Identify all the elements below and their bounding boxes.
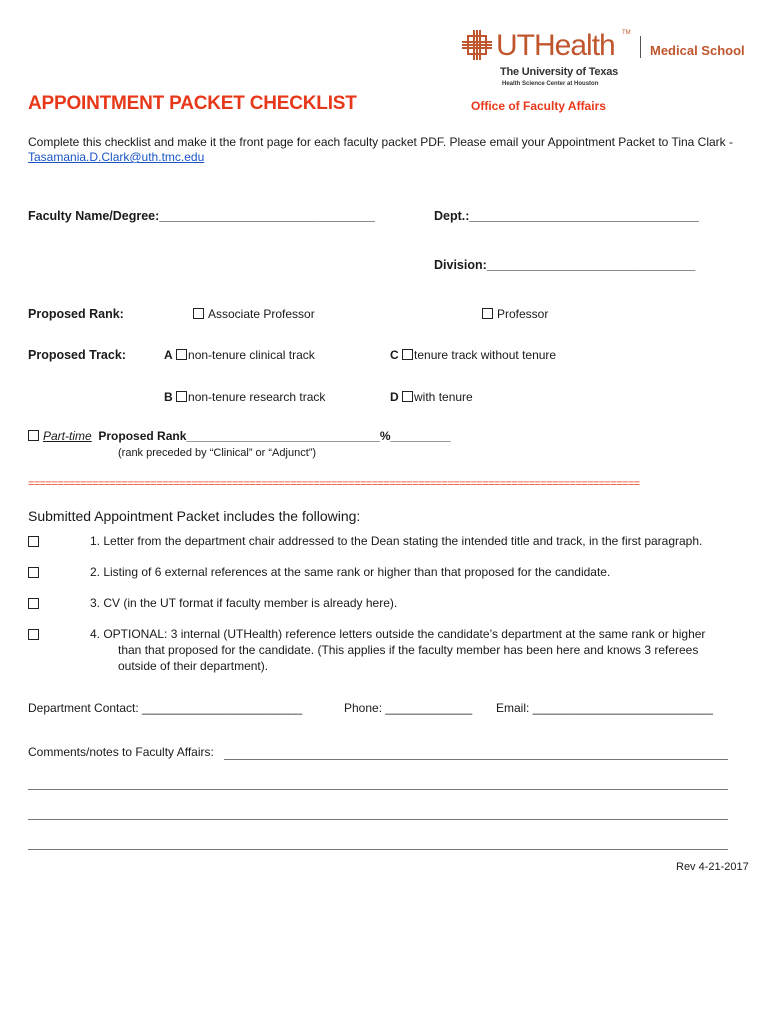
- logo-divider: [640, 36, 641, 58]
- associate-professor-label: Associate Professor: [208, 307, 315, 321]
- track-a-checkbox[interactable]: [176, 349, 187, 360]
- item-4: 4. OPTIONAL: 3 internal (UTHealth) reference letters outside the candidate’s department at the same rank or higher: [90, 627, 706, 641]
- phone-field[interactable]: Phone: _____________: [344, 701, 473, 715]
- rank-option-professor[interactable]: [482, 307, 548, 321]
- department-contact-field[interactable]: Department Contact: ________________________: [28, 701, 303, 715]
- division-field[interactable]: Division:______________________________: [434, 258, 696, 272]
- proposed-rank-label: Proposed Rank:: [28, 307, 124, 321]
- intro-text: Complete this checklist and make it the front page for each faculty packet PDF. Please email your Appointment Packet to Tina Clark -: [28, 135, 734, 149]
- item-1: 1. Letter from the department chair addressed to the Dean stating the intended title and track, in the first paragraph.: [90, 534, 703, 548]
- comments-line-4[interactable]: [28, 849, 728, 850]
- comments-line-3[interactable]: [28, 819, 728, 820]
- section-separator: =========================================================================================================: [28, 478, 640, 490]
- track-c-checkbox[interactable]: [402, 349, 413, 360]
- item-2-checkbox[interactable]: [28, 567, 39, 578]
- logo-university: The University of Texas: [500, 66, 619, 78]
- comments-line-2[interactable]: [28, 789, 728, 790]
- logo-school-name: Medical School: [650, 43, 745, 58]
- track-option-d[interactable]: [390, 390, 473, 404]
- track-b-letter: B: [164, 390, 173, 404]
- parttime-note: (rank preceded by “Clinical” or “Adjunct”): [118, 447, 317, 459]
- logo-hsc: Health Science Center at Houston: [502, 81, 599, 87]
- track-option-b[interactable]: [164, 390, 325, 404]
- track-c-label: tenure track without tenure: [414, 348, 557, 362]
- contact-email-link[interactable]: Tasamania.D.Clark@uth.tmc.edu: [28, 150, 205, 164]
- track-a-letter: A: [164, 348, 173, 362]
- parttime-row[interactable]: [28, 429, 451, 443]
- email-field[interactable]: Email: ___________________________: [496, 701, 713, 715]
- track-option-c[interactable]: [390, 348, 556, 362]
- item-4-continued-2: outside of their department).: [118, 659, 269, 673]
- page-title: APPOINTMENT PACKET CHECKLIST: [28, 93, 357, 114]
- comments-label: Comments/notes to Faculty Affairs:: [28, 745, 214, 759]
- office-name: Office of Faculty Affairs: [471, 99, 606, 113]
- item-3-checkbox[interactable]: [28, 598, 39, 609]
- item-3: 3. CV (in the UT format if faculty member is already here).: [90, 596, 398, 610]
- intro-paragraph: [28, 135, 748, 165]
- revision-date: Rev 4-21-2017: [676, 861, 749, 873]
- item-4-continued-1: than that proposed for the candidate. (This applies if the faculty member has been here and knows 3 referees: [118, 643, 699, 657]
- rank-option-associate[interactable]: [193, 307, 315, 321]
- item-4-checkbox[interactable]: [28, 629, 39, 640]
- track-d-label: with tenure: [414, 390, 473, 404]
- track-a-label: non-tenure clinical track: [188, 348, 315, 362]
- item-2: 2. Listing of 6 external references at the same rank or higher than that proposed for the candidate.: [90, 565, 611, 579]
- logo-wordmark: UTHealth: [496, 29, 615, 62]
- item-1-checkbox[interactable]: [28, 536, 39, 547]
- submitted-heading: Submitted Appointment Packet includes the following:: [28, 508, 361, 524]
- associate-professor-checkbox[interactable]: [193, 308, 204, 319]
- parttime-checkbox[interactable]: [28, 430, 39, 441]
- track-d-checkbox[interactable]: [402, 391, 413, 402]
- faculty-name-field[interactable]: Faculty Name/Degree:_______________________________: [28, 209, 375, 223]
- professor-label: Professor: [497, 307, 549, 321]
- track-b-label: non-tenure research track: [188, 390, 326, 404]
- parttime-label: Part-time: [43, 429, 92, 443]
- track-option-a[interactable]: [164, 348, 315, 362]
- uthealth-cross-icon: [462, 30, 492, 60]
- logo-trademark: TM: [622, 30, 631, 36]
- track-b-checkbox[interactable]: [176, 391, 187, 402]
- track-d-letter: D: [390, 390, 399, 404]
- track-c-letter: C: [390, 348, 399, 362]
- comments-line-1[interactable]: [224, 759, 728, 760]
- professor-checkbox[interactable]: [482, 308, 493, 319]
- parttime-rank-field[interactable]: Proposed Rank_____________________________%_________: [98, 429, 451, 443]
- proposed-track-label: Proposed Track:: [28, 348, 126, 362]
- uthealth-logo: [462, 26, 752, 98]
- dept-field[interactable]: Dept.:_________________________________: [434, 209, 699, 223]
